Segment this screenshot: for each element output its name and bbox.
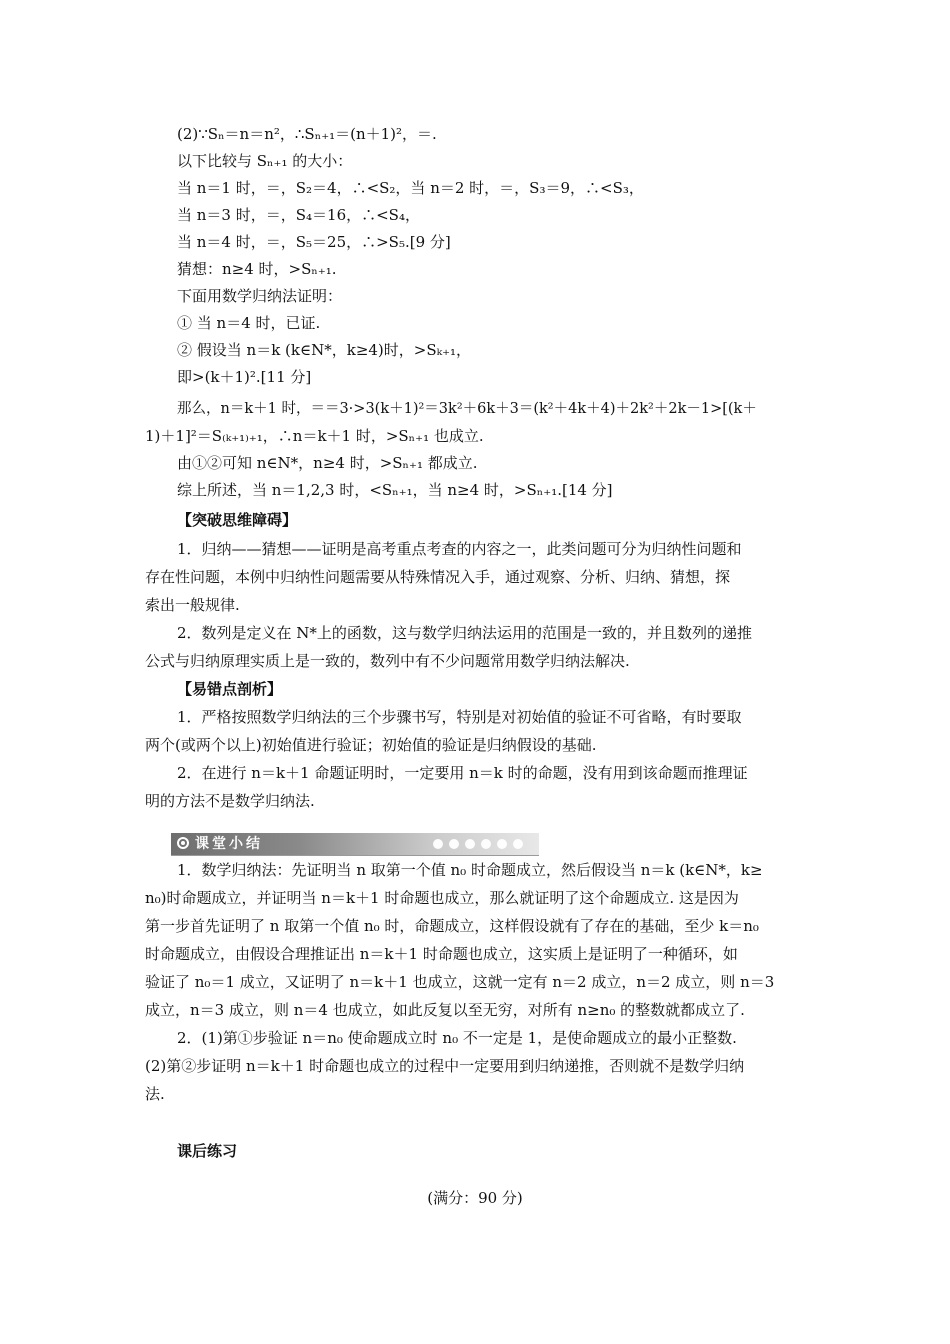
proof-line-7: 下面用数学归纳法证明： [177, 287, 343, 305]
proof-line-11: 那么，n＝k＋1 时，＝＝3·>3(k＋1)²＝3k²＋6k＋3＝(k²＋4k＋4)＋2k²＋2k－1>[(k＋ [177, 401, 757, 417]
dot-icon [449, 839, 459, 849]
dot-icon [481, 839, 491, 849]
proof-line-5: 当 n＝4 时，＝，S₅＝25，∴>S₅.[9 分] [177, 233, 451, 251]
dot-icon [433, 839, 443, 849]
summary-p2-line-1: 2．(1)第①步验证 n＝n₀ 使命题成立时 n₀ 不一定是 1，是使命题成立的最小正整数. [177, 1029, 737, 1047]
breakthrough-p2-line-1: 2．数列是定义在 N*上的函数，这与数学归纳法运用的范围是一致的，并且数列的递推 [177, 624, 752, 642]
dot-icon [465, 839, 475, 849]
errors-p2-line-2: 明的方法不是数学归纳法. [145, 792, 315, 810]
proof-line-4: 当 n＝3 时，＝，S₄＝16，∴<S₄， [177, 206, 420, 224]
summary-banner-title: 课堂小结 [195, 836, 263, 852]
proof-line-9: ② 假设当 n＝k (k∈N*，k≥4)时，>Sₖ₊₁， [177, 341, 472, 359]
proof-line-3: 当 n＝1 时，＝，S₂＝4，∴<S₂，当 n＝2 时，＝，S₃＝9，∴<S₃， [177, 179, 644, 197]
exercise-score: (满分：90 分) [427, 1189, 523, 1207]
proof-line-6: 猜想：n≥4 时，>Sₙ₊₁. [177, 260, 337, 278]
breakthrough-p1-line-2: 存在性问题，本例中归纳性问题需要从特殊情况入手，通过观察、分析、归纳、猜想，探 [145, 568, 731, 586]
proof-line-13: 由①②可知 n∈N*，n≥4 时，>Sₙ₊₁ 都成立. [177, 454, 478, 472]
summary-p1-line-2: n₀)时命题成立，并证明当 n＝k＋1 时命题也成立，那么就证明了这个命题成立. 这是因为 [145, 889, 739, 907]
breakthrough-p1-line-1: 1．归纳——猜想——证明是高考重点考查的内容之一，此类问题可分为归纳性问题和 [177, 540, 742, 558]
summary-p1-line-1: 1．数学归纳法：先证明当 n 取第一个值 n₀ 时命题成立，然后假设当 n＝k (k∈N*，k≥ [177, 861, 763, 879]
errors-heading: 【易错点剖析】 [177, 680, 283, 698]
summary-p1-line-6: 成立，n＝3 成立，则 n＝4 也成立，如此反复以至无穷，对所有 n≥n₀ 的整数就都成立了. [145, 1001, 745, 1019]
dot-icon [513, 839, 523, 849]
proof-line-10: 即>(k＋1)².[11 分] [177, 368, 312, 386]
proof-line-14: 综上所述，当 n＝1,2,3 时，<Sₙ₊₁，当 n≥4 时，>Sₙ₊₁.[14 分] [177, 481, 613, 499]
dot-icon [497, 839, 507, 849]
target-icon [177, 837, 189, 849]
proof-line-1: (2)∵Sₙ＝n＝n²，∴Sₙ₊₁＝(n＋1)²，＝. [177, 125, 437, 143]
breakthrough-p1-line-3: 索出一般规律. [145, 596, 240, 614]
summary-p2-line-3: 法. [145, 1085, 165, 1103]
summary-p2-line-2: (2)第②步证明 n＝k＋1 时命题也成立的过程中一定要用到归纳递推，否则就不是数学归纳 [145, 1057, 745, 1075]
errors-p1-line-1: 1．严格按照数学归纳法的三个步骤书写，特别是对初始值的验证不可省略，有时要取 [177, 708, 742, 726]
summary-p1-line-5: 验证了 n₀＝1 成立，又证明了 n＝k＋1 也成立，这就一定有 n＝2 成立，n＝2 成立，则 n＝3 [145, 973, 775, 991]
proof-line-12: 1)＋1]²＝S₍ₖ₊₁₎₊₁，∴n＝k＋1 时，>Sₙ₊₁ 也成立. [145, 427, 484, 445]
errors-p1-line-2: 两个(或两个以上)初始值进行验证；初始值的验证是归纳假设的基础. [145, 736, 597, 754]
summary-banner [171, 833, 539, 856]
summary-p1-line-4: 时命题成立，由假设合理推证出 n＝k＋1 时命题也成立，这实质上是证明了一种循环，如 [145, 945, 738, 963]
exercise-heading: 课后练习 [177, 1142, 238, 1160]
errors-p2-line-1: 2．在进行 n＝k＋1 命题证明时，一定要用 n＝k 时的命题，没有用到该命题而推理证 [177, 764, 748, 782]
banner-dots [433, 839, 523, 849]
summary-p1-line-3: 第一步首先证明了 n 取第一个值 n₀ 时，命题成立，这样假设就有了存在的基础，至少 k＝n₀ [145, 917, 759, 935]
proof-line-8: ① 当 n＝4 时，已证. [177, 314, 321, 332]
proof-line-2: 以下比较与 Sₙ₊₁ 的大小： [177, 152, 353, 170]
breakthrough-p2-line-2: 公式与归纳原理实质上是一致的，数列中有不少问题常用数学归纳法解决. [145, 652, 630, 670]
breakthrough-heading: 【突破思维障碍】 [177, 511, 298, 529]
